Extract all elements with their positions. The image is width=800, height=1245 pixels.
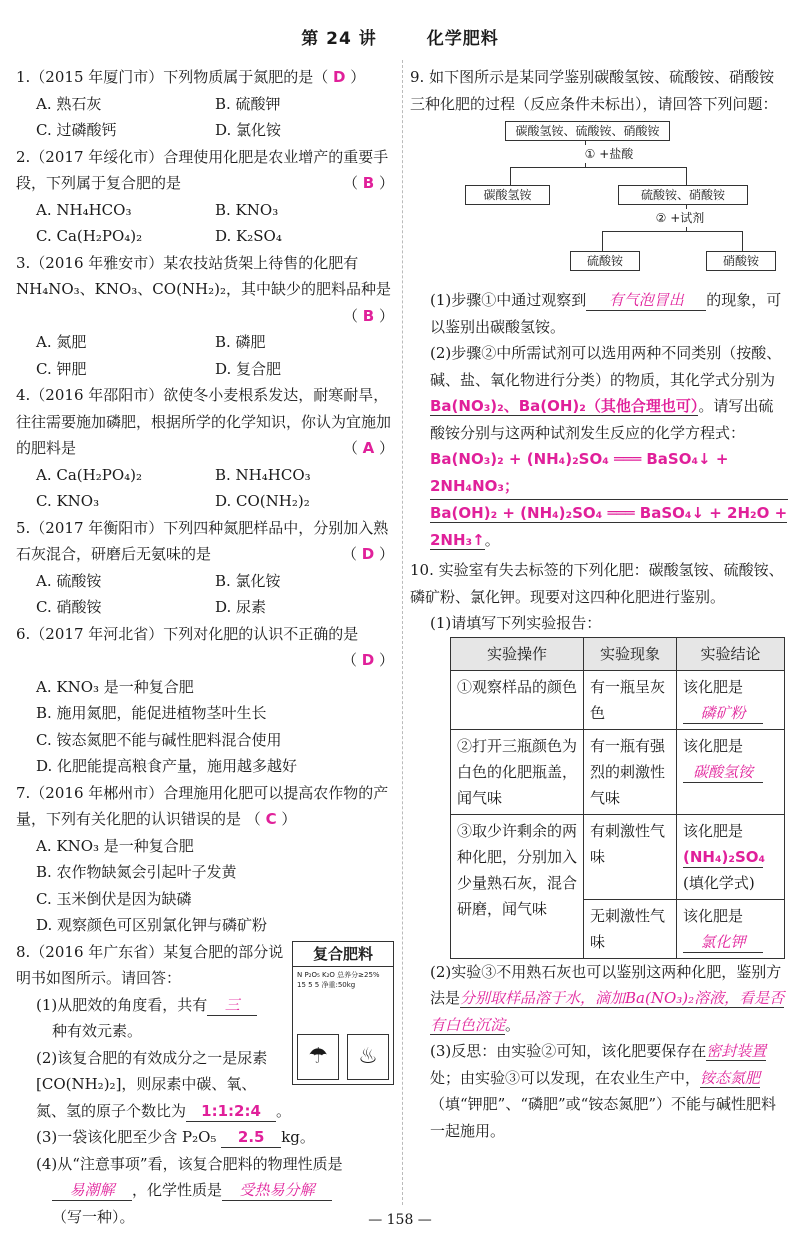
option: C. 玉米倒伏是因为缺磷 (36, 889, 192, 908)
question-3: 3.（2016 年雅安市）某农技站货架上待售的化肥有 NH₄NO₃、KNO₃、CO(NH₂)₂，其中缺少的肥料品种是 （ B ） A. 氮肥 B. 磷肥 C. 钾肥 D. 复合肥 (16, 250, 394, 383)
cell-answer: 氯化钾 (683, 932, 763, 953)
option: D. 观察颜色可区别氯化钾与磷矿粉 (36, 916, 268, 934)
cell-conclusion: 该化肥是 (683, 906, 744, 925)
question-5: 5.（2017 年衡阳市）下列四种氮肥样品中，分别加入熟石灰混合，研磨后无氨味的是 （ D ） A. 硫酸铵 B. 氯化铵 C. 硝酸铵 D. 尿素 (16, 515, 394, 621)
label-text: N P₂O₅ K₂O 总养分≥25% 15 5 5 净重:50kg (297, 970, 380, 989)
cell-answer: (NH₄)₂SO₄ (683, 847, 766, 866)
flow-top-box: 碳酸氢铵、硫酸铵、硝酸铵 (505, 121, 670, 141)
q6-stem: 6.（2017 年河北省）下列对化肥的认识不正确的是 (16, 624, 359, 643)
question-8 (16, 939, 394, 1231)
cell-phenomenon: 有一瓶呈灰色 (584, 670, 677, 729)
q8-p3-text: (3)一袋该化肥至少含 P₂O₅ (36, 1128, 217, 1146)
q8-answer-2: 1:1:2:4 (186, 1101, 276, 1122)
cell-operation: ③取少许剩余的两种化肥，分别加入少量熟石灰，混合研磨，闻气味 (451, 814, 584, 958)
table-header: 实验现象 (584, 637, 677, 670)
q8-p4-mid: ，化学性质是 (132, 1181, 223, 1199)
table-header: 实验操作 (451, 637, 584, 670)
q8-p3-tail: kg。 (281, 1128, 315, 1146)
q8-p1-tail: 种有效元素。 (52, 1022, 143, 1040)
q8-stem: 8.（2016 年广东省）某复合肥的部分说明书如图所示。请回答： (16, 942, 284, 987)
q8-answer-4a: 易潮解 (52, 1180, 132, 1201)
page-number: — 158 — (368, 1212, 432, 1228)
q10-p2-text: (2)实验③不用熟石灰也可以鉴别这两种化肥，鉴别方法是 (430, 962, 782, 1007)
table-row (451, 670, 785, 729)
cell-answer: 磷矿粉 (683, 703, 763, 724)
q9-p2-text: (2)步骤②中所需试剂可以选用两种不同类别（按酸、碱、盐、氧化物进行分类）的物质，其化学式分别为 (430, 344, 782, 389)
cell-operation: ②打开三瓶颜色为白色的化肥瓶盖，闻气味 (451, 729, 584, 814)
q10-p3-mid: 处；由实验③可以发现，在农业生产中， (430, 1068, 701, 1087)
q10-p3-text: (3)反思：由实验②可知，该化肥要保存在 (430, 1042, 707, 1060)
cell-phenomenon: 有一瓶有强烈的刺激性气味 (584, 729, 677, 814)
heat-warning-icon: ♨ (347, 1034, 389, 1080)
option: A. 熟石灰 (36, 94, 102, 113)
q10-stem: 10. 实验室有失去标签的下列化肥：碳酸氢铵、硫酸铵、磷矿粉、氯化钾。现要对这四种化肥进行鉴别。 (410, 561, 784, 606)
q8-p2-tail: 。 (276, 1101, 292, 1120)
cell-operation: ①观察样品的颜色 (451, 670, 584, 729)
question-10 (410, 557, 788, 1144)
identification-flowchart (410, 117, 788, 287)
q9-p2-tail: 。请写出硫酸铵分别与这两种试剂发生反应的化学方程式： (430, 397, 774, 442)
q4-stem: 4.（2016 年邵阳市）欲使冬小麦根系发达，耐寒耐旱，往往需要施加磷肥，根据所学的化学知识，你认为宜施加的肥料是 (16, 386, 392, 457)
q9-equation-2: Ba(OH)₂ + (NH₄)₂SO₄ ═══ BaSO₄↓ + 2H₂O + 2NH₃↑ (430, 504, 788, 549)
option: D. 尿素 (215, 598, 267, 616)
experiment-report-table (450, 637, 785, 959)
page-title (0, 24, 800, 49)
option: B. 农作物缺氮会引起叶子发黄 (36, 863, 237, 881)
option: A. KNO₃ 是一种复合肥 (36, 677, 194, 696)
q1-close: ） (350, 68, 366, 86)
umbrella-icon: ☂ (297, 1034, 339, 1080)
flow-box-ammonium-bicarbonate: 碳酸氢铵 (465, 185, 550, 205)
flow-step-1: ① +盐酸 (570, 145, 648, 163)
option: B. 氯化铵 (215, 571, 281, 590)
option: D. CO(NH₂)₂ (215, 492, 310, 510)
fertilizer-label-image (292, 941, 394, 1085)
question-2: 2.（2017 年绥化市）合理使用化肥是农业增产的重要手段，下列属于复合肥的是 （ B ） A. NH₄HCO₃ B. KNO₃ C. Ca(H₂PO₄)₂ D. K₂SO₄ (16, 144, 394, 250)
option: A. NH₄HCO₃ (36, 200, 132, 219)
q8-p4-text: (4)从“注意事项”看，该复合肥料的物理性质是 (36, 1154, 343, 1173)
lesson-number: 第 24 讲 (301, 29, 377, 49)
cell-conclusion: 该化肥是 (683, 821, 744, 840)
column-divider (402, 60, 403, 1205)
flow-box-ammonium-sulfate: 硫酸铵 (570, 251, 640, 271)
q4-answer: A (362, 439, 375, 457)
q1-stem: 1.（2015 年厦门市）下列物质属于氮肥的是（ (16, 68, 329, 86)
q3-stem: 3.（2016 年雅安市）某农技站货架上待售的化肥有 NH₄NO₃、KNO₃、CO(NH₂)₂，其中缺少的肥料品种是 (16, 253, 392, 298)
option: C. 钾肥 (36, 359, 87, 378)
option: C. 铵态氮肥不能与碱性肥料混合使用 (36, 730, 282, 749)
option: B. 硫酸钾 (215, 94, 281, 113)
table-header: 实验结论 (677, 637, 785, 670)
cell-answer: 碳酸氢铵 (683, 762, 763, 783)
option: A. KNO₃ 是一种复合肥 (36, 836, 194, 855)
cell-phenomenon: 有刺激性气味 (584, 814, 677, 899)
option: D. K₂SO₄ (215, 227, 282, 245)
option: A. 硫酸铵 (36, 571, 102, 590)
option: C. 硝酸铵 (36, 598, 102, 616)
table-row (451, 814, 785, 899)
q1-answer: D (333, 68, 346, 86)
question-7: 7.（2016 年郴州市）合理施用化肥可以提高农作物的产量，下列有关化肥的认识错误的是 （ C ） A. KNO₃ 是一种复合肥 B. 农作物缺氮会引起叶子发黄 C. 玉米倒伏是因为缺磷 D. 观察颜色可区别氯化钾与磷矿粉 (16, 780, 394, 939)
left-column (16, 64, 394, 1230)
question-4: 4.（2016 年邵阳市）欲使冬小麦根系发达，耐寒耐旱，往往需要施加磷肥，根据所学的化学知识，你认为宜施加的肥料是 （ A ） A. Ca(H₂PO₄)₂ B. NH₄HCO₃ C. KNO₃ D. CO(NH₂)₂ (16, 382, 394, 515)
q9-p1-tail: 的现象，可以鉴别出碳酸氢铵。 (430, 291, 782, 336)
question-1 (16, 64, 394, 144)
question-6: 6.（2017 年河北省）下列对化肥的认识不正确的是 （ D ） A. KNO₃ 是一种复合肥 B. 施用氮肥，能促进植物茎叶生长 C. 铵态氮肥不能与碱性肥料混合使用 D. 化肥能提高粮食产量，施用越多越好 (16, 621, 394, 780)
cell-conclusion: 该化肥是 (683, 677, 744, 696)
q8-answer-1: 三 (207, 995, 257, 1016)
option: B. 施用氮肥，能促进植物茎叶生长 (36, 704, 267, 722)
q8-p2-text: (2)该复合肥的有效成分之一是尿素[CO(NH₂)₂]，则尿素中碳、氧、氮、氢的原子个数比为 (36, 1048, 268, 1120)
option: D. 复合肥 (215, 359, 282, 378)
cell-note: (填化学式) (683, 873, 755, 892)
q10-answer-3a: 密封装置 (706, 1042, 767, 1060)
q2-answer: B (362, 174, 375, 192)
q7-answer: C (265, 810, 277, 828)
q10-answer-3b: 铵态氮肥 (700, 1068, 761, 1087)
q8-answer-3: 2.5 (221, 1127, 281, 1148)
cell-conclusion: 该化肥是 (683, 736, 744, 755)
flow-box-sulfate-nitrate: 硫酸铵、硝酸铵 (618, 185, 748, 205)
option: A. Ca(H₂PO₄)₂ (36, 465, 143, 484)
option: D. 氯化铵 (215, 121, 282, 139)
q10-p3-tail: （填“钾肥”、“磷肥”或“铵态氮肥”）不能与碱性肥料一起施用。 (430, 1095, 777, 1140)
q9-stem: 9. 如下图所示是某同学鉴别碳酸氢铵、硫酸铵、硝酸铵三种化肥的过程（反应条件未标出），请回答下列问题： (410, 68, 778, 113)
flow-step-2: ② +试剂 (636, 209, 724, 227)
q5-stem: 5.（2017 年衡阳市）下列四种氮肥样品中，分别加入熟石灰混合，研磨后无氨味的是 (16, 518, 389, 563)
q5-answer: D (361, 545, 375, 563)
option: D. 化肥能提高粮食产量，施用越多越好 (36, 757, 298, 775)
option: B. 磷肥 (215, 333, 266, 351)
q7-stem: 7.（2016 年郴州市）合理施用化肥可以提高农作物的产量，下列有关化肥的认识错误的是 (16, 783, 389, 828)
flow-box-ammonium-nitrate: 硝酸铵 (706, 251, 776, 271)
option: B. NH₄HCO₃ (215, 465, 311, 484)
right-column (410, 64, 788, 1144)
question-9 (410, 64, 788, 553)
q9-eq-end: 。 (484, 530, 500, 549)
q10-answer-2: 分别取样品溶于水，滴加Ba(NO₃)₂溶液，看是否有白色沉淀 (430, 989, 785, 1034)
q9-equation-1: Ba(NO₃)₂ + (NH₄)₂SO₄ ═══ BaSO₄↓ + 2NH₄NO₃； (430, 446, 788, 500)
q3-answer: B (362, 306, 375, 325)
q10-sub1: (1)请填写下列实验报告： (430, 614, 602, 632)
q8-p4-tail: （写一种）。 (52, 1207, 135, 1226)
option: C. 过磷酸钙 (36, 121, 117, 139)
option: C. KNO₃ (36, 492, 100, 510)
cell-phenomenon: 无刺激性气味 (584, 899, 677, 958)
q8-p1-text: (1)从肥效的角度看，共有 (36, 995, 208, 1014)
q9-p1-text: (1)步骤①中通过观察到 (430, 291, 587, 309)
q6-answer: D (361, 651, 375, 669)
label-title: 复合肥料 (293, 942, 393, 967)
q2-stem: 2.（2017 年绥化市）合理使用化肥是农业增产的重要手段，下列属于复合肥的是 (16, 147, 389, 192)
option: C. Ca(H₂PO₄)₂ (36, 227, 143, 245)
q10-p2-tail: 。 (505, 1015, 521, 1034)
q9-answer-1: 有气泡冒出 (586, 290, 706, 311)
q8-answer-4b: 受热易分解 (222, 1180, 332, 1201)
table-row (451, 729, 785, 814)
q9-answer-2: Ba(NO₃)₂、Ba(OH)₂（其他合理也可） (430, 397, 699, 415)
option: B. KNO₃ (215, 200, 279, 219)
lesson-topic: 化学肥料 (426, 29, 499, 49)
option: A. 氮肥 (36, 333, 87, 351)
